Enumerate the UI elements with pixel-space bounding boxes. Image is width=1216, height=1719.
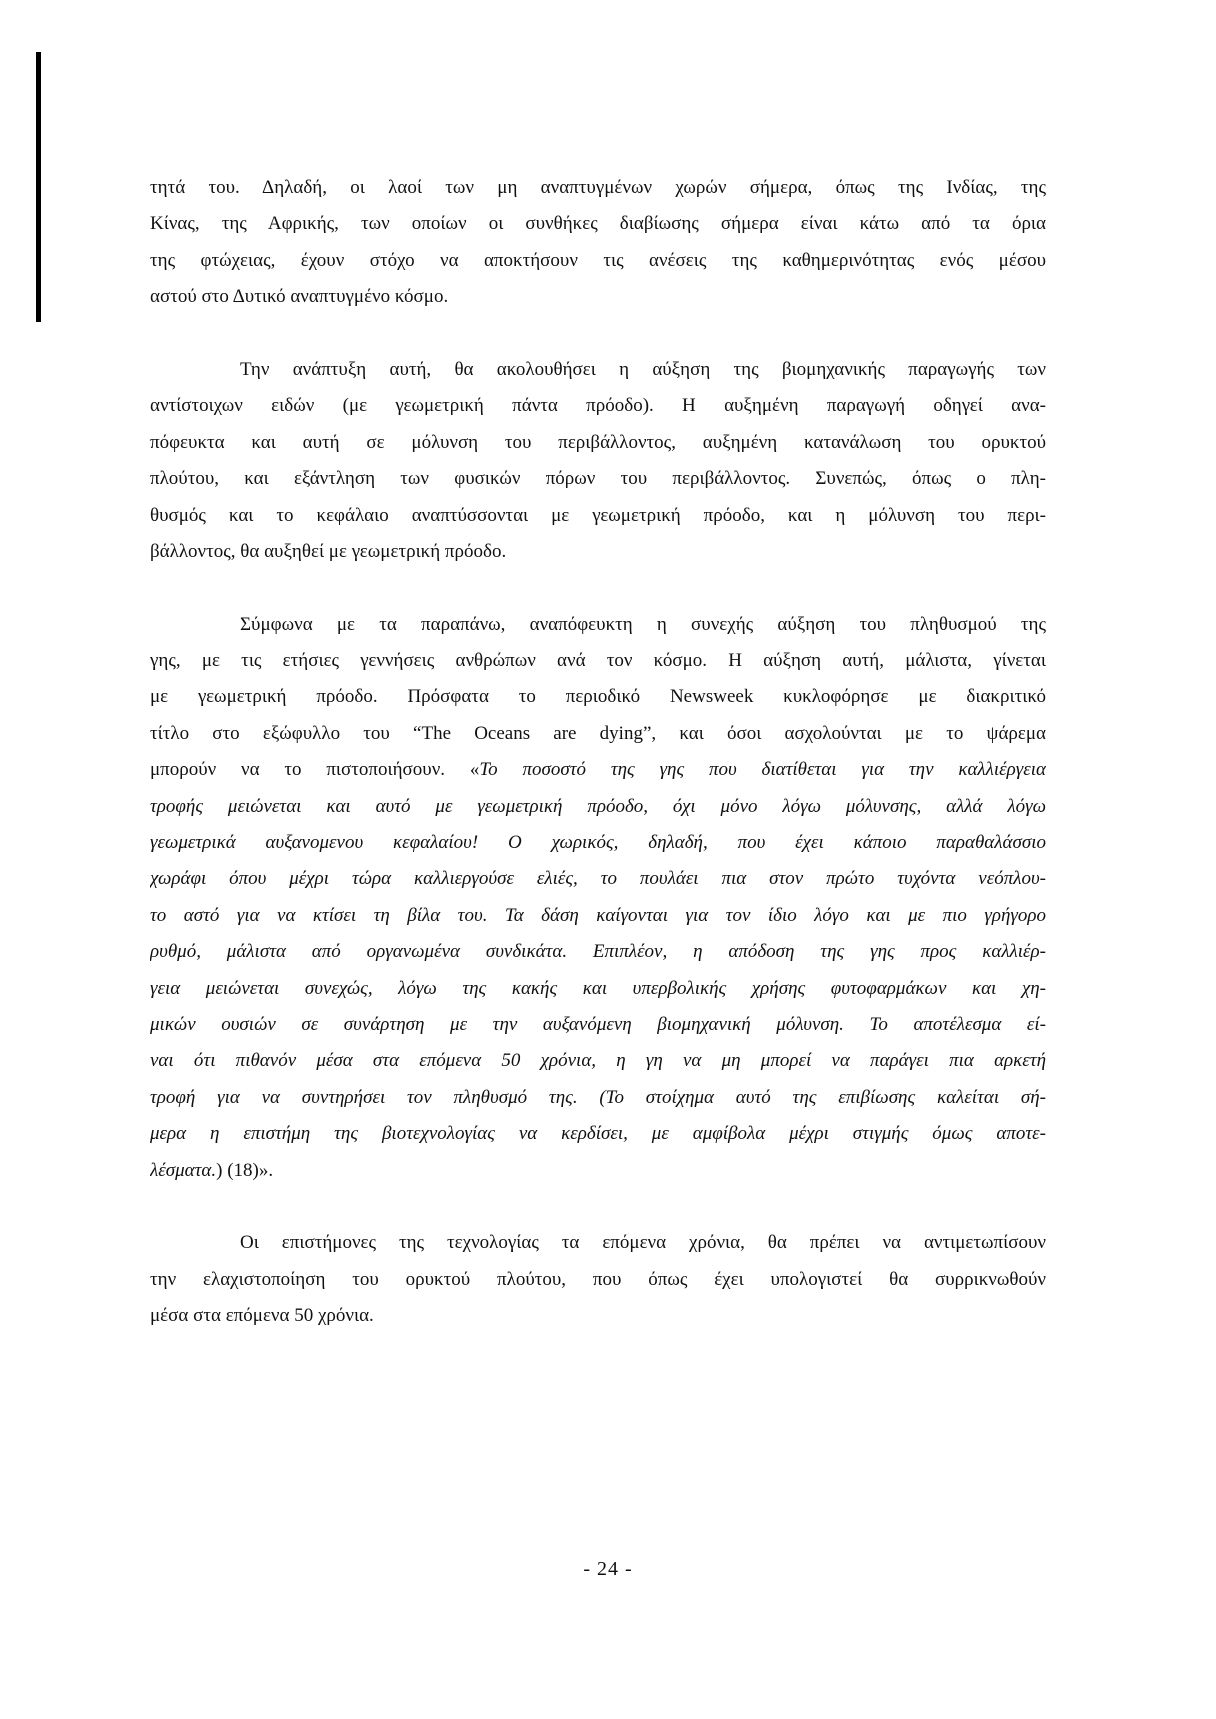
text-line: την ελαχιστοποίηση του ορυκτού πλούτου, που όπως έχει υπολογιστεί θα συρρικνωθούν [150, 1268, 1046, 1290]
paragraph-1 [150, 170, 1046, 316]
quote-line: χωράφι όπου μέχρι τώρα καλλιεργούσε ελιές, το πουλάει πια στον πρώτο τυχόντα νεόπλου- [150, 868, 1046, 890]
paragraph-4 [150, 1225, 1046, 1334]
paragraph-gap [150, 1189, 1046, 1225]
text-line: τίτλο στο εξώφυλλο του “The Oceans are dying”, και όσοι ασχολούνται με το ψάρεμα [150, 722, 1046, 744]
paragraph-3 [150, 607, 1046, 1189]
quote-line: τροφής μειώνεται και αυτό με γεωμετρική πρόοδο, όχι μόνο λόγω μόλυνσης, αλλά λόγω [150, 795, 1046, 817]
quote-line: μικών ουσιών σε συνάρτηση με την αυξανόμενη βιομηχανική μόλυνση. Το αποτέλεσμα εί- [150, 1013, 1046, 1035]
text-line: πλούτου, και εξάντληση των φυσικών πόρων του περιβάλλοντος. Συνεπώς, όπως ο πλη- [150, 468, 1046, 490]
text-line: μέσα στα επόμενα 50 χρόνια. [150, 1305, 374, 1327]
quote-segment: λέσματα. [150, 1159, 217, 1181]
quote-line: γεωμετρικά αυξανομενου κεφαλαίου! Ο χωρικός, δηλαδή, που έχει κάποιο παραθαλάσσιο [150, 832, 1046, 854]
paragraph-gap [150, 570, 1046, 606]
text-line: Οι επιστήμονες της τεχνολογίας τα επόμενα χρόνια, θα πρέπει να αντιμετωπίσουν [240, 1232, 1046, 1254]
text-line: αντίστοιχων ειδών (με γεωμετρική πάντα πρόοδο). Η αυξημένη παραγωγή οδηγεί ανα- [150, 395, 1046, 417]
quote-line: το αστό για να κτίσει τη βίλα του. Τα δάση καίγονται για τον ίδιο λόγο και με πιο γρήγορο [150, 904, 1046, 926]
page-body [150, 170, 1046, 1335]
scan-edge-bar [36, 52, 41, 322]
text-segment: μπορούν να το πιστοποιήσουν. « [150, 759, 480, 781]
text-line: βάλλοντος, θα αυξηθεί με γεωμετρική πρόοδο. [150, 540, 507, 562]
text-line: Κίνας, της Αφρικής, των οποίων οι συνθήκες διαβίωσης σήμερα είναι κάτω από τα όρια [150, 213, 1046, 235]
text-line: τητά του. Δηλαδή, οι λαοί των μη αναπτυγμένων χωρών σήμερα, όπως της Ινδίας, της [150, 177, 1046, 198]
quote-line: τροφή για να συντηρήσει τον πληθυσμό της. (Το στοίχημα αυτό της επιβίωσης καλείται σή- [150, 1086, 1046, 1108]
text-line-mixed [150, 1153, 1046, 1189]
paragraph-2 [150, 352, 1046, 570]
quote-line: ρυθμό, μάλιστα από οργανωμένα συνδικάτα. Επιπλέον, η απόδοση της γης προς καλλιέρ- [150, 941, 1046, 963]
page-number: - 24 - [583, 1558, 633, 1580]
text-line: γης, με τις ετήσιες γεννήσεις ανθρώπων ανά τον κόσμο. Η αύξηση αυτή, μάλιστα, γίνεται [150, 650, 1046, 672]
quote-line: ναι ότι πιθανόν μέσα στα επόμενα 50 χρόνια, η γη να μη μπορεί να παράγει πια αρκετή [150, 1050, 1046, 1072]
quote-line: μερα η επιστήμη της βιοτεχνολογίας να κερδίσει, με αμφίβολα μέχρι στιγμής όμως αποτε- [150, 1123, 1046, 1145]
text-line: Την ανάπτυξη αυτή, θα ακολουθήσει η αύξηση της βιομηχανικής παραγωγής των [240, 358, 1046, 380]
text-line: Σύμφωνα με τα παραπάνω, αναπόφευκτη η συνεχής αύξηση του πληθυσμού της [240, 613, 1046, 635]
text-line-mixed [150, 752, 1046, 788]
text-line: αστού στο Δυτικό αναπτυγμένο κόσμο. [150, 286, 449, 308]
quote-line: γεια μειώνεται συνεχώς, λόγω της κακής και υπερβολικής χρήσης φυτοφαρμάκων και χη- [150, 977, 1046, 999]
text-line: με γεωμετρική πρόοδο. Πρόσφατα το περιοδικό Newsweek κυκλοφόρησε με διακριτικό [150, 686, 1046, 708]
paragraph-gap [150, 316, 1046, 352]
quote-segment: Το ποσοστό της γης που διατίθεται για την καλλιέργεια [479, 759, 1046, 781]
text-line: της φτώχειας, έχουν στόχο να αποκτήσουν τις ανέσεις της καθημερινότητας ενός μέσου [150, 249, 1046, 271]
citation-segment: ) (18)». [216, 1159, 274, 1181]
text-line: πόφευκτα και αυτή σε μόλυνση του περιβάλλοντος, αυξημένη κατανάλωση του ορυκτού [150, 431, 1046, 453]
text-line: θυσμός και το κεφάλαιο αναπτύσσονται με γεωμετρική πρόοδο, και η μόλυνση του περι- [150, 504, 1046, 526]
